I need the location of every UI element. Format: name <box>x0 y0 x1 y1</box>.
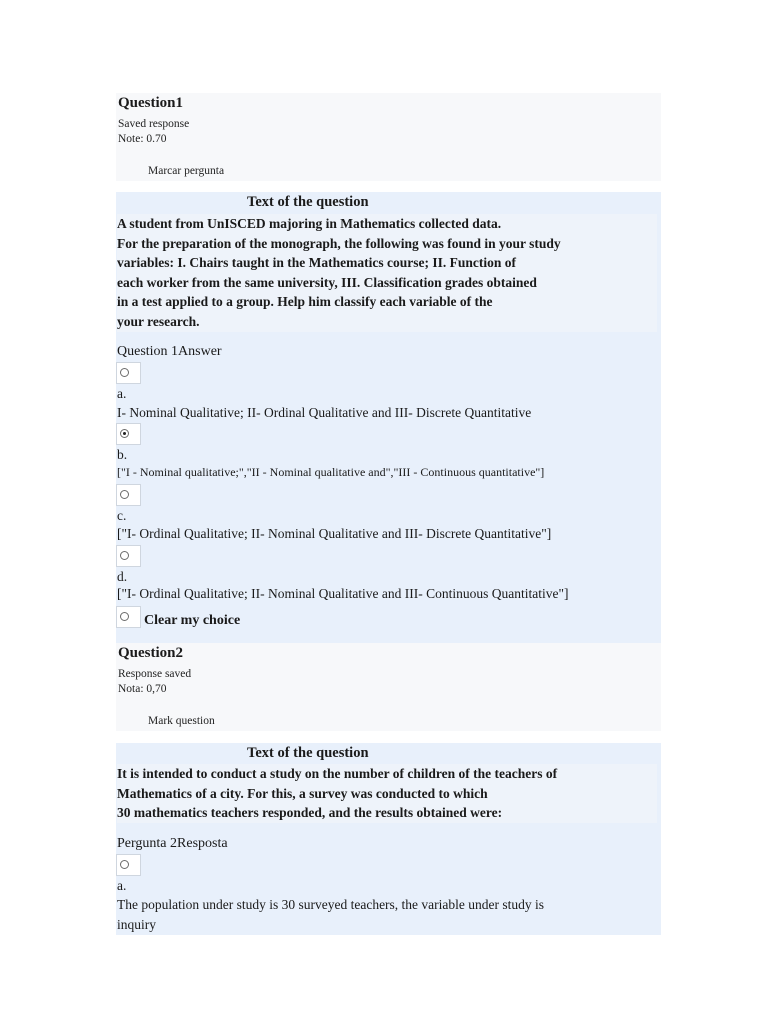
q2-option-a-text[interactable]: The population under study is 30 surveyed teachers, the variable under study is <box>117 897 545 912</box>
radio-icon <box>120 368 129 377</box>
q2-option-a-text-cont[interactable]: inquiry <box>117 917 156 932</box>
question-2-flag-link[interactable]: Mark question <box>148 715 215 727</box>
clear-choice-radio[interactable] <box>116 606 141 628</box>
question-2-text-line: Mathematics of a city. For this, a survey was conducted to which <box>117 785 488 801</box>
question-1-text-line: A student from UnISCED majoring in Mathematics collected data. <box>117 216 502 231</box>
clear-choice-link[interactable]: Clear my choice <box>144 613 241 628</box>
radio-icon <box>120 612 129 621</box>
question-1-text-line: in a test applied to a group. Help him classify each variable of the <box>117 294 493 310</box>
option-b-letter: b. <box>117 447 128 462</box>
option-a-letter: a. <box>117 386 127 401</box>
question-1-text-line: For the preparation of the monograph, the following was found in your study <box>117 235 561 251</box>
question-2-status: Response saved <box>118 668 192 680</box>
option-b-radio[interactable] <box>116 423 141 445</box>
q2-option-a-letter: a. <box>117 878 127 893</box>
question-1-text-line: variables: I. Chairs taught in the Mathematics course; II. Function of <box>117 255 516 271</box>
option-b-text[interactable]: ["I - Nominal qualitative;","II - Nominal qualitative and","III - Continuous quantitative"] <box>117 465 545 479</box>
option-c-radio[interactable] <box>116 484 141 506</box>
radio-icon <box>120 490 129 499</box>
q2-option-a-radio[interactable] <box>116 854 141 876</box>
question-2-info <box>116 643 661 731</box>
question-1-info <box>116 93 661 181</box>
question-2-text <box>117 764 657 823</box>
question-1-title: Question1 <box>118 95 184 111</box>
option-c-letter: c. <box>117 508 127 523</box>
question-2-answer-label: Pergunta 2Resposta <box>117 836 228 851</box>
question-2-title: Question2 <box>118 645 184 661</box>
question-1-flag-link[interactable]: Marcar pergunta <box>148 165 225 177</box>
option-c-text[interactable]: ["I- Ordinal Qualitative; II- Nominal Qualitative and III- Discrete Quantitative"] <box>117 526 552 541</box>
question-2-text-header: Text of the question <box>247 745 369 761</box>
option-a-text[interactable]: I- Nominal Qualitative; II- Ordinal Qualitative and III- Discrete Quantitative <box>117 405 532 420</box>
question-2-text-line: It is intended to conduct a study on the number of children of the teachers of <box>117 766 558 781</box>
question-1-status: Saved response <box>118 118 190 130</box>
question-2-grade: Nota: 0,70 <box>118 683 167 695</box>
option-d-radio[interactable] <box>116 545 141 567</box>
radio-checked-icon <box>120 429 129 438</box>
question-1-text <box>117 214 657 332</box>
question-1-text-line: your research. <box>117 313 200 329</box>
question-2-text-line: 30 mathematics teachers responded, and the results obtained were: <box>117 805 503 821</box>
radio-icon <box>120 551 129 560</box>
question-1-text-header: Text of the question <box>247 194 369 210</box>
question-1-text-line: each worker from the same university, III. Classification grades obtained <box>117 274 537 290</box>
question-1-grade: Note: 0.70 <box>118 133 167 145</box>
option-a-radio[interactable] <box>116 362 141 384</box>
option-d-letter: d. <box>117 569 128 584</box>
question-1-answer-label: Question 1Answer <box>117 344 222 359</box>
option-d-text[interactable]: ["I- Ordinal Qualitative; II- Nominal Qualitative and III- Continuous Quantitative"] <box>117 586 569 601</box>
radio-icon <box>120 860 129 869</box>
